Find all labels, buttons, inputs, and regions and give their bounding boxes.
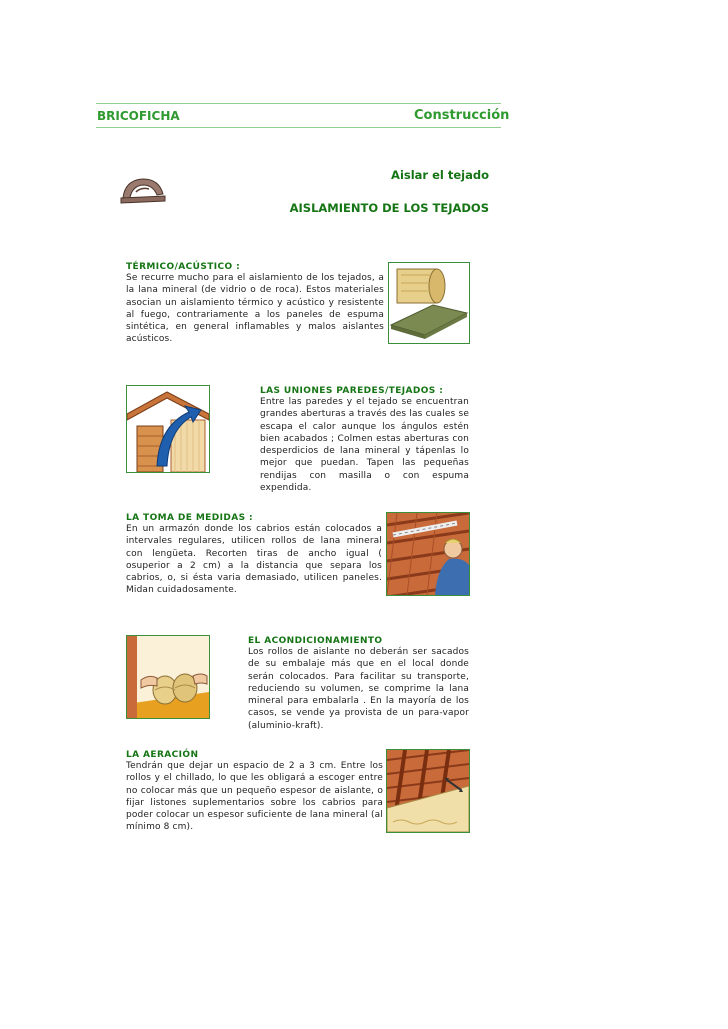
section-body: Se recurre mucho para el aislamiento de los tejados, a la lana mineral (de vidrio o de roca). Estos materiales asocian un aislamiento térmico y acústico y resistente al fuego, contrariamente a los paneles de espuma sintética, en general inflamables y malos aislantes acústicos. xyxy=(126,273,384,345)
illustration-aeration-gap xyxy=(386,749,470,833)
section-body: Entre las paredes y el tejado se encuentran grandes aberturas a través des las cuales se escapa el calor aunque los ángulos estén bien acabados ; Colmen estas aberturas con desperdicios de lana mineral y tápenlas lo mejor que puedan. Tapen las pequeñas rendijas con masilla o con espuma expendida. xyxy=(260,397,469,494)
section-title: LAS UNIONES PAREDES/TEJADOS : xyxy=(260,386,444,396)
section-wall-roof-joints xyxy=(260,386,469,494)
page-subtitle: Aislar el tejado xyxy=(391,168,489,182)
section-body: Los rollos de aislante no deberán ser sacados de su embalaje más que en el local donde serán colocados. Para facilitar su transporte, reduciendo su volumen, se comprime la lana mineral para embalarla . En la mayoría de los casos, se vende ya provista de un para-vapor (aluminio-kraft). xyxy=(248,647,469,731)
section-title: TÉRMICO/ACÚSTICO : xyxy=(126,262,241,272)
header-bottom-rule xyxy=(96,127,501,128)
header-left-label: BRICOFICHA xyxy=(97,109,180,123)
section-body: En un armazón donde los cabrios están colocados a intervales regulares, utilicen rollos de lana mineral con lengüeta. Recorten tiras de ancho igual ( osuperior a 2 cm) a la distancia que separa los cabrios, o, si ésta varia demasiado, utilicen paneles. Midan cuidadosamente. xyxy=(126,524,382,596)
illustration-mineral-wool-panel xyxy=(388,262,470,344)
section-measurements xyxy=(126,513,382,597)
illustration-unpacking-rolls xyxy=(126,635,210,719)
section-aeration xyxy=(126,750,383,834)
section-title: LA TOMA DE MEDIDAS : xyxy=(126,513,254,523)
section-title: EL ACONDICIONAMIENTO xyxy=(248,636,383,646)
header-top-rule xyxy=(96,103,501,104)
page-title: AISLAMIENTO DE LOS TEJADOS xyxy=(289,201,489,215)
construction-helmet-icon xyxy=(119,174,167,206)
illustration-wall-roof-joint xyxy=(126,385,210,473)
illustration-measuring-rafters xyxy=(386,512,470,596)
section-conditioning xyxy=(248,636,469,732)
section-thermal-acoustic xyxy=(126,262,384,346)
section-title: LA AERACIÓN xyxy=(126,750,199,760)
section-body: Tendrán que dejar un espacio de 2 a 3 cm. Entre los rollos y el chillado, lo que les obligará a escoger entre no colocar más que un pequeño espesor de aislante, o fijar listones suplementarios sobre los cabrios para poder colocar un espesor suficiente de lana mineral (al mínimo 8 cm). xyxy=(126,761,383,833)
header-right-label: Construcción xyxy=(414,108,510,123)
